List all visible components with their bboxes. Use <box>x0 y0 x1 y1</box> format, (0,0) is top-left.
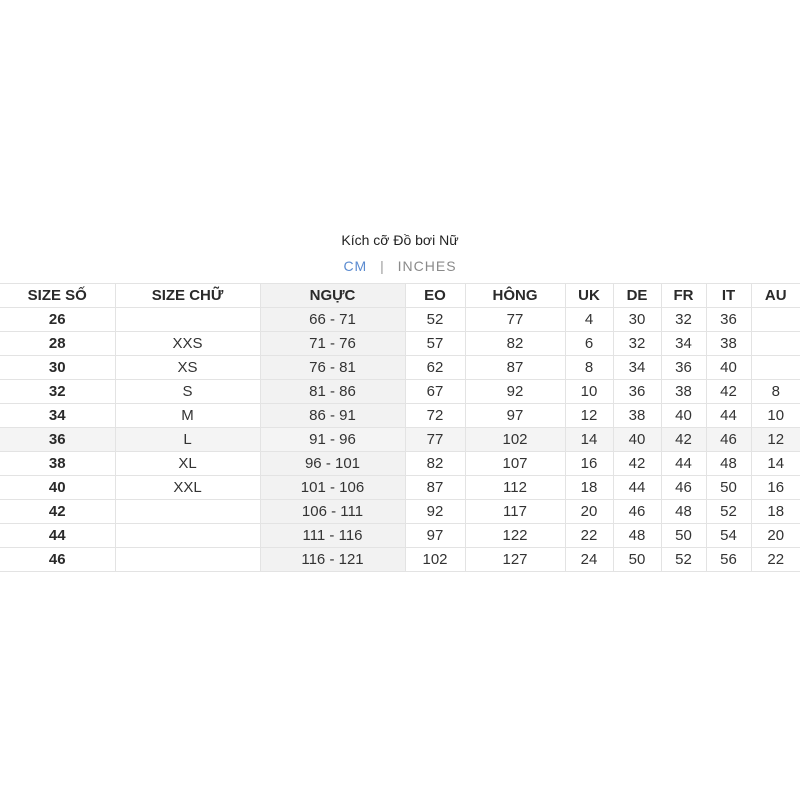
table-cell: 50 <box>613 548 661 572</box>
table-cell: 18 <box>751 500 800 524</box>
table-cell: 97 <box>465 404 565 428</box>
table-cell: 34 <box>661 332 706 356</box>
table-cell: 91 - 96 <box>260 428 405 452</box>
table-cell: 97 <box>405 524 465 548</box>
table-row <box>0 332 800 356</box>
table-cell: 32 <box>0 380 115 404</box>
table-cell: 32 <box>613 332 661 356</box>
table-body <box>0 308 800 572</box>
table-cell: 62 <box>405 356 465 380</box>
table-cell: XXL <box>115 476 260 500</box>
table-cell: XS <box>115 356 260 380</box>
table-row <box>0 380 800 404</box>
table-cell: 46 <box>613 500 661 524</box>
table-cell: 10 <box>565 380 613 404</box>
table-row <box>0 428 800 452</box>
table-cell: 22 <box>565 524 613 548</box>
table-cell: 48 <box>661 500 706 524</box>
table-cell: 44 <box>661 452 706 476</box>
table-cell: 8 <box>751 380 800 404</box>
table-cell <box>751 356 800 380</box>
table-cell: 20 <box>565 500 613 524</box>
table-cell: 86 - 91 <box>260 404 405 428</box>
header-uk: UK <box>565 284 613 308</box>
table-cell: 36 <box>0 428 115 452</box>
table-cell: 36 <box>613 380 661 404</box>
table-cell: 12 <box>565 404 613 428</box>
table-cell: 46 <box>661 476 706 500</box>
table-cell: 34 <box>0 404 115 428</box>
table-cell: L <box>115 428 260 452</box>
size-table <box>0 283 800 572</box>
table-cell: 36 <box>661 356 706 380</box>
table-cell: 44 <box>0 524 115 548</box>
table-cell: XL <box>115 452 260 476</box>
table-cell: 50 <box>706 476 751 500</box>
table-cell: 38 <box>661 380 706 404</box>
table-cell <box>115 308 260 332</box>
table-cell: 32 <box>661 308 706 332</box>
table-cell: 40 <box>661 404 706 428</box>
table-cell: 44 <box>706 404 751 428</box>
table-row <box>0 524 800 548</box>
header-au: AU <box>751 284 800 308</box>
table-cell: 40 <box>613 428 661 452</box>
table-cell: 46 <box>706 428 751 452</box>
table-cell: 52 <box>661 548 706 572</box>
unit-toggle <box>0 258 800 274</box>
table-cell: 34 <box>613 356 661 380</box>
table-cell: 30 <box>0 356 115 380</box>
table-cell: 57 <box>405 332 465 356</box>
table-cell: 107 <box>465 452 565 476</box>
table-cell: 38 <box>0 452 115 476</box>
table-cell: 38 <box>706 332 751 356</box>
table-cell: 36 <box>706 308 751 332</box>
table-cell: 111 - 116 <box>260 524 405 548</box>
table-cell: 92 <box>465 380 565 404</box>
table-cell: 117 <box>465 500 565 524</box>
table-row <box>0 476 800 500</box>
table-cell: 20 <box>751 524 800 548</box>
table-cell: 14 <box>751 452 800 476</box>
table-cell: 106 - 111 <box>260 500 405 524</box>
table-cell: 4 <box>565 308 613 332</box>
table-cell: 77 <box>405 428 465 452</box>
table-cell: 122 <box>465 524 565 548</box>
table-cell: 42 <box>0 500 115 524</box>
table-row <box>0 452 800 476</box>
table-cell: 112 <box>465 476 565 500</box>
header-it: IT <box>706 284 751 308</box>
header-size-number: SIZE SỐ <box>0 284 115 308</box>
page-title: Kích cỡ Đồ bơi Nữ <box>341 232 459 248</box>
table-cell: 42 <box>661 428 706 452</box>
table-cell: 66 - 71 <box>260 308 405 332</box>
header-fr: FR <box>661 284 706 308</box>
table-cell <box>115 548 260 572</box>
unit-cm-button[interactable]: CM <box>343 258 368 274</box>
table-cell: 71 - 76 <box>260 332 405 356</box>
table-cell: 67 <box>405 380 465 404</box>
table-cell: 77 <box>465 308 565 332</box>
table-cell: 52 <box>405 308 465 332</box>
table-cell: 81 - 86 <box>260 380 405 404</box>
table-cell: 42 <box>706 380 751 404</box>
table-cell: 44 <box>613 476 661 500</box>
table-cell: 30 <box>613 308 661 332</box>
table-header-row <box>0 284 800 308</box>
table-cell: 102 <box>405 548 465 572</box>
table-cell: 46 <box>0 548 115 572</box>
table-cell: 127 <box>465 548 565 572</box>
table-row <box>0 548 800 572</box>
table-cell: 48 <box>706 452 751 476</box>
table-cell <box>115 524 260 548</box>
table-cell: M <box>115 404 260 428</box>
table-cell: 10 <box>751 404 800 428</box>
table-cell: 72 <box>405 404 465 428</box>
table-cell <box>751 332 800 356</box>
table-cell: 6 <box>565 332 613 356</box>
header-de: DE <box>613 284 661 308</box>
table-cell: 96 - 101 <box>260 452 405 476</box>
table-cell: 26 <box>0 308 115 332</box>
table-cell: 38 <box>613 404 661 428</box>
table-cell: 14 <box>565 428 613 452</box>
table-cell: 52 <box>706 500 751 524</box>
table-cell: 40 <box>706 356 751 380</box>
table-cell: 87 <box>405 476 465 500</box>
table-row <box>0 308 800 332</box>
table-cell: XXS <box>115 332 260 356</box>
table-cell: 76 - 81 <box>260 356 405 380</box>
table-cell: 16 <box>751 476 800 500</box>
table-cell: S <box>115 380 260 404</box>
table-row <box>0 500 800 524</box>
table-cell: 18 <box>565 476 613 500</box>
table-cell: 92 <box>405 500 465 524</box>
table-cell: 56 <box>706 548 751 572</box>
header-size-letter: SIZE CHỮ <box>115 284 260 308</box>
table-cell <box>115 500 260 524</box>
unit-inches-button[interactable]: INCHES <box>397 258 457 274</box>
table-cell: 102 <box>465 428 565 452</box>
table-row <box>0 404 800 428</box>
table-cell: 87 <box>465 356 565 380</box>
table-cell: 24 <box>565 548 613 572</box>
header-waist: EO <box>405 284 465 308</box>
table-cell: 48 <box>613 524 661 548</box>
header-bust: NGỰC <box>260 284 405 308</box>
table-cell: 116 - 121 <box>260 548 405 572</box>
table-cell: 28 <box>0 332 115 356</box>
table-cell: 12 <box>751 428 800 452</box>
table-cell: 42 <box>613 452 661 476</box>
table-cell: 40 <box>0 476 115 500</box>
table-cell: 54 <box>706 524 751 548</box>
unit-separator: | <box>380 258 385 274</box>
table-cell: 101 - 106 <box>260 476 405 500</box>
table-cell: 82 <box>405 452 465 476</box>
table-cell: 16 <box>565 452 613 476</box>
table-row <box>0 356 800 380</box>
table-cell: 50 <box>661 524 706 548</box>
header-hip: HÔNG <box>465 284 565 308</box>
table-cell <box>751 308 800 332</box>
table-cell: 82 <box>465 332 565 356</box>
table-cell: 22 <box>751 548 800 572</box>
table-cell: 8 <box>565 356 613 380</box>
